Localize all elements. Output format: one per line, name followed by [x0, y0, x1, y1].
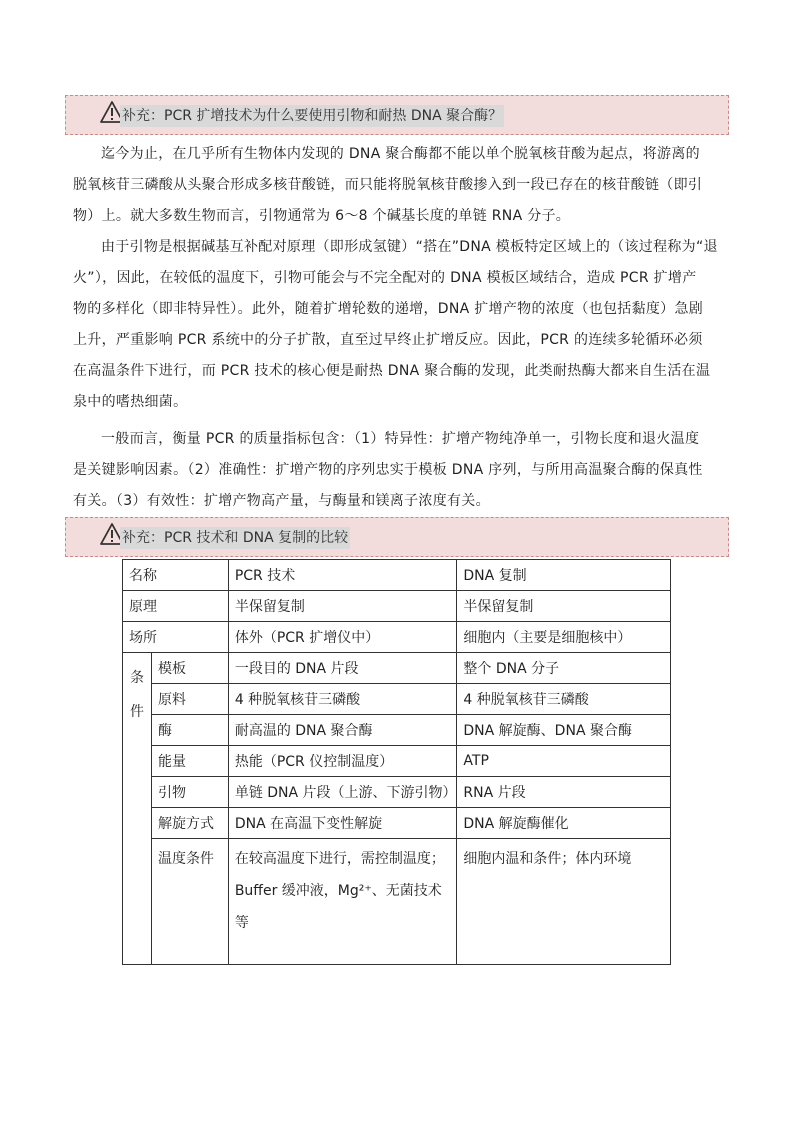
table-cell: 原料 [151, 684, 228, 715]
callout-title: 补充：PCR 扩增技术为什么要使用引物和耐热 DNA 聚合酶？ [120, 105, 504, 127]
table-cell: DNA 解旋酶、DNA 聚合酶 [457, 715, 671, 746]
table-cell: 耐高温的 DNA 聚合酶 [228, 715, 457, 746]
table-row [123, 684, 671, 715]
comparison-table [122, 559, 671, 965]
table-cell: 能量 [151, 746, 228, 777]
table-row [123, 777, 671, 808]
table-cell: 一段目的 DNA 片段 [228, 653, 457, 684]
text-line: 由于引物是根据碱基互补配对原理（即形成氢键）“搭在”DNA 模板特定区域上的（该过程称为“退 [101, 239, 718, 255]
paragraph-heat-stable [73, 232, 723, 418]
table-cell: RNA 片段 [457, 777, 671, 808]
table-row [123, 653, 671, 684]
text-line: 火”），因此，在较低的温度下，引物可能会与不完全配对的 DNA 模板区域结合，造成 PCR 扩增产 [73, 270, 697, 286]
table-row [123, 746, 671, 777]
condition-label-char: 件 [129, 704, 144, 720]
cell-line: Buffer 缓冲液，Mg²⁺、无菌技术 [234, 883, 442, 899]
table-cell: 场所 [123, 622, 229, 653]
table-cell: 4 种脱氧核苷三磷酸 [228, 684, 457, 715]
table-cell: 整个 DNA 分子 [457, 653, 671, 684]
table-row [123, 808, 671, 839]
text-line: 在高温条件下进行，而 PCR 技术的核心便是耐热 DNA 聚合酶的发现，此类耐热酶大都来自生活在温 [73, 363, 711, 379]
cell-line: 在较高温度下进行，需控制温度； [234, 851, 445, 867]
table-cell: 单链 DNA 片段（上游、下游引物） [228, 777, 457, 808]
table-cell: 半保留复制 [457, 591, 671, 622]
paragraph-primers [73, 139, 723, 232]
table-row [123, 622, 671, 653]
table-cell: 原理 [123, 591, 229, 622]
table-cell: 引物 [151, 777, 228, 808]
table-cell: 细胞内温和条件；体内环境 [457, 839, 671, 965]
table-cell: 半保留复制 [228, 591, 457, 622]
table-cell: 温度条件 [151, 839, 228, 965]
callout-box [65, 517, 729, 557]
table-cell: 4 种脱氧核苷三磷酸 [457, 684, 671, 715]
paragraph-quality [73, 424, 723, 517]
table-row [123, 715, 671, 746]
table-cell: 解旋方式 [151, 808, 228, 839]
table-cell: 酶 [151, 715, 228, 746]
text-line: 脱氧核苷三磷酸从头聚合形成多核苷酸链，而只能将脱氧核苷酸掺入到一段已存在的核苷酸链（即引 [73, 177, 703, 193]
table-cell: 体外（PCR 扩增仪中） [228, 622, 457, 653]
text-line: 一般而言，衡量 PCR 的质量指标包含：（1）特异性：扩增产物纯净单一，引物长度和退火温度 [101, 431, 700, 447]
condition-label-char: 条 [129, 670, 144, 686]
callout-title: 补充：PCR 技术和 DNA 复制的比较 [120, 527, 350, 549]
table-cell: DNA 复制 [457, 560, 671, 591]
table-cell: PCR 技术 [228, 560, 457, 591]
table-cell: ATP [457, 746, 671, 777]
table-cell: 模板 [151, 653, 228, 684]
table-cell: 热能（PCR 仪控制温度） [228, 746, 457, 777]
text-line: 是关键影响因素。（2）准确性：扩增产物的序列忠实于模板 DNA 序列，与所用高温聚合酶的保真性 [73, 462, 703, 478]
table-cell-multiline [228, 839, 457, 965]
table-row [123, 839, 671, 965]
text-line: 上升，严重影响 PCR 系统中的分子扩散，直至过早终止扩增反应。因此，PCR 的连续多轮循环必须 [73, 332, 703, 348]
callout-box [65, 95, 729, 135]
cell-line: 等 [234, 915, 249, 931]
text-line: 物的多样化（即非特异性）。此外，随着扩增轮数的递增，DNA 扩增产物的浓度（也包括黏度）急剧 [73, 301, 704, 317]
table-cell: 名称 [123, 560, 229, 591]
text-line: 迄今为止，在几乎所有生物体内发现的 DNA 聚合酶都不能以单个脱氧核苷酸为起点，将游离的 [101, 146, 700, 162]
table-header-row [123, 560, 671, 591]
text-line: 有关。（3）有效性：扩增产物高产量，与酶量和镁离子浓度有关。 [73, 493, 490, 509]
text-line: 物）上。就大多数生物而言，引物通常为 6～8 个碱基长度的单链 RNA 分子。 [73, 208, 571, 224]
table-row [123, 591, 671, 622]
table-cell: 细胞内（主要是细胞核中） [457, 622, 671, 653]
condition-label-cell [123, 653, 152, 965]
table-cell: DNA 解旋酶催化 [457, 808, 671, 839]
text-line: 泉中的嗜热细菌。 [73, 394, 188, 410]
table-cell: DNA 在高温下变性解旋 [228, 808, 457, 839]
